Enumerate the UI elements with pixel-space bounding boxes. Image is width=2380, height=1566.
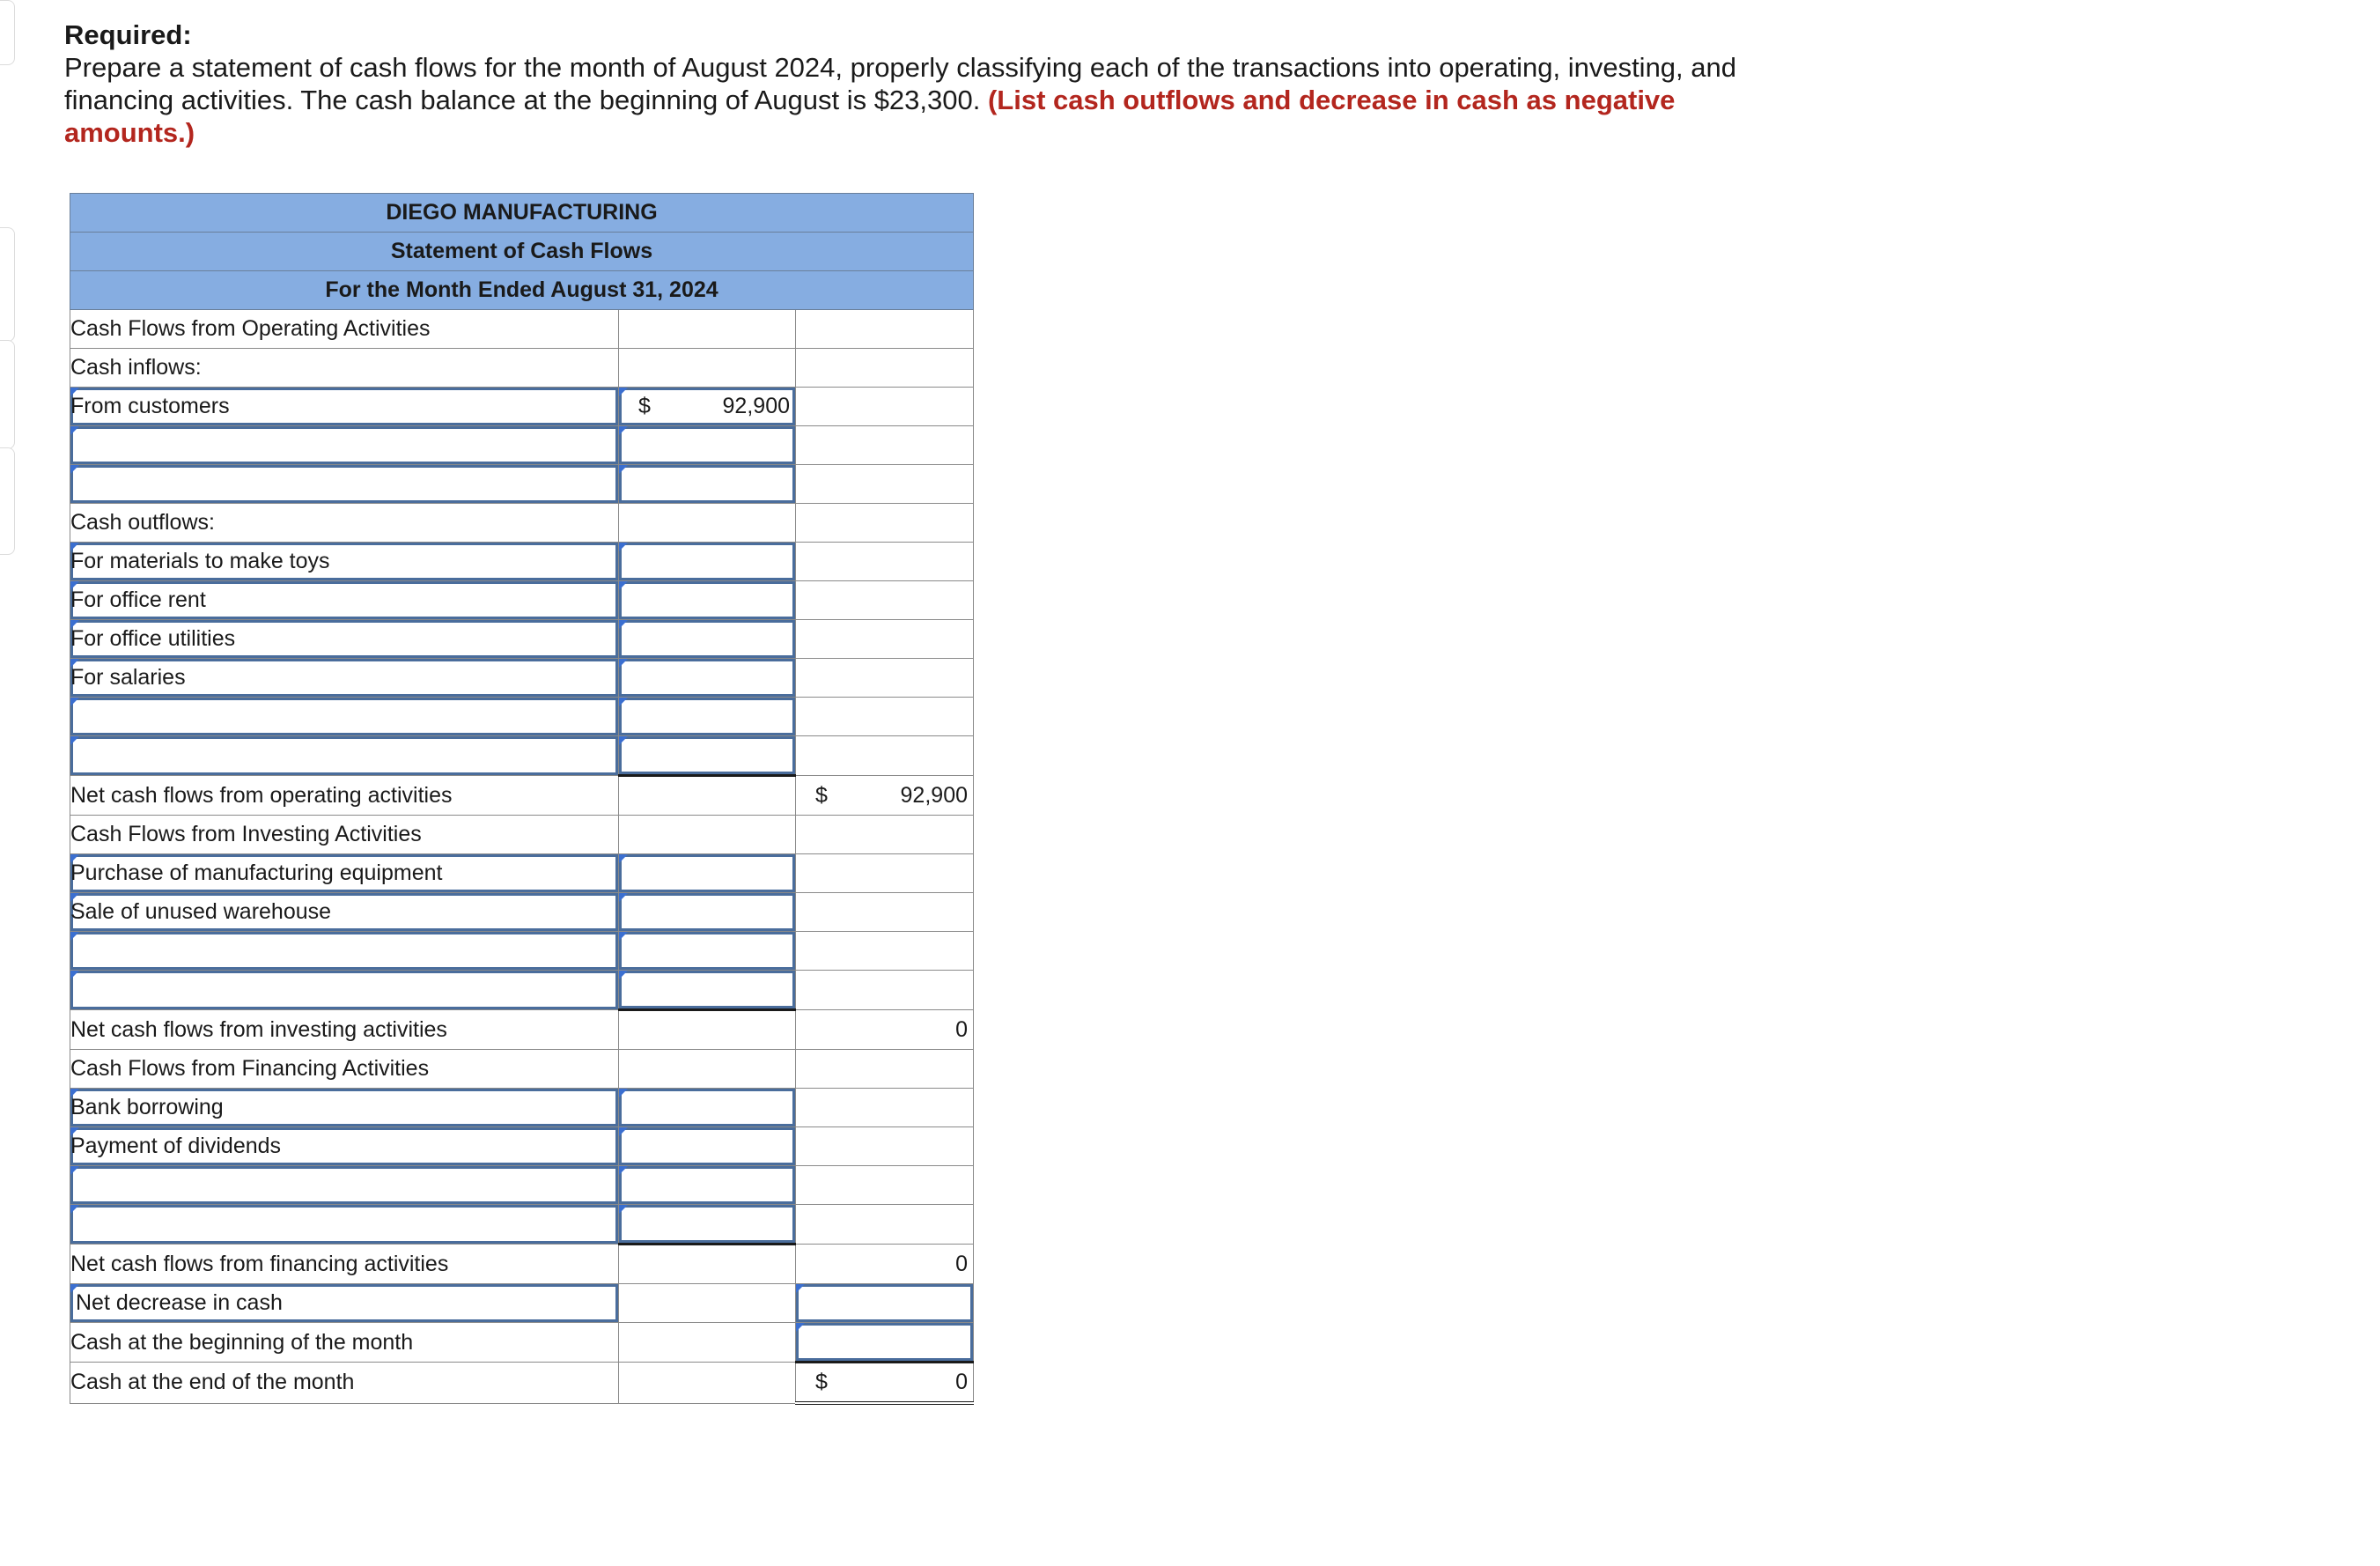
side-tab-1[interactable]	[0, 227, 15, 342]
inflow-label-input-blank-1[interactable]	[70, 426, 619, 465]
total-cell	[796, 659, 974, 698]
table-row	[70, 349, 974, 388]
currency-symbol: $	[815, 1370, 828, 1394]
office-utilities-label-input[interactable]: For office utilities	[70, 620, 619, 659]
total-cell	[796, 504, 974, 543]
statement-period: For the Month Ended August 31, 2024	[70, 271, 974, 310]
table-row	[70, 1166, 974, 1205]
net-investing-amount: 0	[955, 1016, 968, 1042]
outflow-label-input-blank-2[interactable]	[70, 736, 619, 776]
financing-amount-input-blank-1[interactable]	[619, 1166, 796, 1205]
amount-cell	[619, 1245, 796, 1284]
materials-amount-input[interactable]	[619, 543, 796, 581]
required-heading: Required:	[64, 19, 192, 50]
net-investing-label: Net cash flows from investing activities	[70, 1010, 619, 1050]
total-cell	[796, 854, 974, 893]
total-cell	[796, 426, 974, 465]
inflow-amount-input-blank-1[interactable]	[619, 426, 796, 465]
amount-cell	[619, 816, 796, 854]
table-row	[70, 854, 974, 893]
table-row	[70, 816, 974, 854]
net-decrease-label-input[interactable]: Net decrease in cash	[70, 1284, 619, 1323]
table-row	[70, 659, 974, 698]
total-cell	[796, 1127, 974, 1166]
inflow-amount-input-blank-2[interactable]	[619, 465, 796, 504]
table-row	[70, 893, 974, 932]
financing-section-header: Cash Flows from Financing Activities	[70, 1050, 619, 1089]
equipment-label-input[interactable]: Purchase of manufacturing equipment	[70, 854, 619, 893]
instructions-body: Prepare a statement of cash flows for the month of August 2024, properly classifying each of the transactions into operating, investing, and financing activities. The cash balance at the beginning of August is $23,300.	[64, 52, 1736, 115]
cash-end-total	[796, 1363, 974, 1404]
total-cell	[796, 349, 974, 388]
net-decrease-amount-input[interactable]	[796, 1284, 974, 1323]
cash-end-amount: 0	[955, 1370, 968, 1394]
office-rent-label-input[interactable]: For office rent	[70, 581, 619, 620]
total-cell	[796, 543, 974, 581]
side-tab-3[interactable]	[0, 447, 15, 555]
table-row	[70, 1127, 974, 1166]
table-row	[70, 776, 974, 816]
side-tab-2[interactable]	[0, 340, 15, 449]
table-row	[70, 1089, 974, 1127]
total-cell	[796, 698, 974, 736]
table-row	[70, 971, 974, 1010]
dividends-label-input[interactable]: Payment of dividends	[70, 1127, 619, 1166]
net-financing-total	[796, 1245, 974, 1284]
financing-amount-input-blank-2[interactable]	[619, 1205, 796, 1245]
amount-cell	[619, 776, 796, 816]
operating-section-header: Cash Flows from Operating Activities	[70, 310, 619, 349]
salaries-label-input[interactable]: For salaries	[70, 659, 619, 698]
table-row	[70, 736, 974, 776]
materials-label-input[interactable]: For materials to make toys	[70, 543, 619, 581]
total-cell	[796, 1089, 974, 1127]
table-row	[70, 581, 974, 620]
investing-amount-input-blank-1[interactable]	[619, 932, 796, 971]
net-financing-amount: 0	[955, 1251, 968, 1276]
amount-cell	[619, 310, 796, 349]
net-operating-total	[796, 776, 974, 816]
table-row	[70, 1050, 974, 1089]
cash-beginning-amount-input[interactable]	[796, 1323, 974, 1363]
total-cell	[796, 736, 974, 776]
inflow-label-input-blank-2[interactable]	[70, 465, 619, 504]
investing-amount-input-blank-2[interactable]	[619, 971, 796, 1010]
amount-cell	[619, 1050, 796, 1089]
table-row	[70, 465, 974, 504]
net-financing-label: Net cash flows from financing activities	[70, 1245, 619, 1284]
total-cell	[796, 465, 974, 504]
cash-end-label: Cash at the end of the month	[70, 1363, 619, 1404]
amount-cell	[619, 504, 796, 543]
instructions-text	[64, 51, 1781, 149]
cash-beginning-label: Cash at the beginning of the month	[70, 1323, 619, 1363]
office-utilities-amount-input[interactable]	[619, 620, 796, 659]
cash-outflows-label: Cash outflows:	[70, 504, 619, 543]
amount-cell	[619, 349, 796, 388]
office-rent-amount-input[interactable]	[619, 581, 796, 620]
total-cell	[796, 932, 974, 971]
outflow-label-input-blank-1[interactable]	[70, 698, 619, 736]
amount-cell	[619, 1323, 796, 1363]
bank-borrowing-label-input[interactable]: Bank borrowing	[70, 1089, 619, 1127]
instructions-emphasis: (List cash outflows and decrease in cash as negative amounts.)	[64, 85, 1676, 148]
table-row	[70, 388, 974, 426]
table-row	[70, 426, 974, 465]
warehouse-amount-input[interactable]	[619, 893, 796, 932]
currency-symbol: $	[638, 394, 651, 418]
total-cell	[796, 388, 974, 426]
table-row	[70, 1245, 974, 1284]
company-name: DIEGO MANUFACTURING	[70, 194, 974, 233]
cash-inflows-label: Cash inflows:	[70, 349, 619, 388]
from-customers-amount: 92,900	[722, 394, 790, 418]
total-cell	[796, 1166, 974, 1205]
total-cell	[796, 816, 974, 854]
financing-label-input-blank-1[interactable]	[70, 1166, 619, 1205]
dividends-amount-input[interactable]	[619, 1127, 796, 1166]
table-row	[70, 504, 974, 543]
side-tab-top[interactable]	[0, 0, 15, 65]
table-row	[70, 543, 974, 581]
total-cell	[796, 310, 974, 349]
total-cell	[796, 581, 974, 620]
financing-label-input-blank-2[interactable]	[70, 1205, 619, 1245]
outflow-amount-input-blank-2[interactable]	[619, 736, 796, 776]
total-cell	[796, 1050, 974, 1089]
table-row	[70, 310, 974, 349]
table-row	[70, 620, 974, 659]
total-cell	[796, 971, 974, 1010]
table-row	[70, 1205, 974, 1245]
salaries-amount-input[interactable]	[619, 659, 796, 698]
total-cell	[796, 1205, 974, 1245]
amount-cell	[619, 1010, 796, 1050]
from-customers-amount-input[interactable]	[619, 388, 796, 426]
net-operating-label: Net cash flows from operating activities	[70, 776, 619, 816]
table-row	[70, 1284, 974, 1323]
total-cell	[796, 620, 974, 659]
statement-title: Statement of Cash Flows	[70, 233, 974, 271]
investing-section-header: Cash Flows from Investing Activities	[70, 816, 619, 854]
table-row	[70, 1323, 974, 1363]
amount-cell	[619, 1284, 796, 1323]
table-row	[70, 698, 974, 736]
table-row	[70, 1010, 974, 1050]
table-row	[70, 1363, 974, 1404]
cash-flow-statement-table	[70, 193, 974, 1405]
net-operating-amount: 92,900	[900, 782, 968, 808]
equipment-amount-input[interactable]	[619, 854, 796, 893]
investing-label-input-blank-2[interactable]	[70, 971, 619, 1010]
net-investing-total	[796, 1010, 974, 1050]
table-row	[70, 932, 974, 971]
currency-symbol: $	[815, 782, 828, 808]
warehouse-label-input[interactable]: Sale of unused warehouse	[70, 893, 619, 932]
investing-label-input-blank-1[interactable]	[70, 932, 619, 971]
bank-borrowing-amount-input[interactable]	[619, 1089, 796, 1127]
outflow-amount-input-blank-1[interactable]	[619, 698, 796, 736]
total-cell	[796, 893, 974, 932]
amount-cell	[619, 1363, 796, 1404]
from-customers-label-input[interactable]: From customers	[70, 388, 619, 426]
